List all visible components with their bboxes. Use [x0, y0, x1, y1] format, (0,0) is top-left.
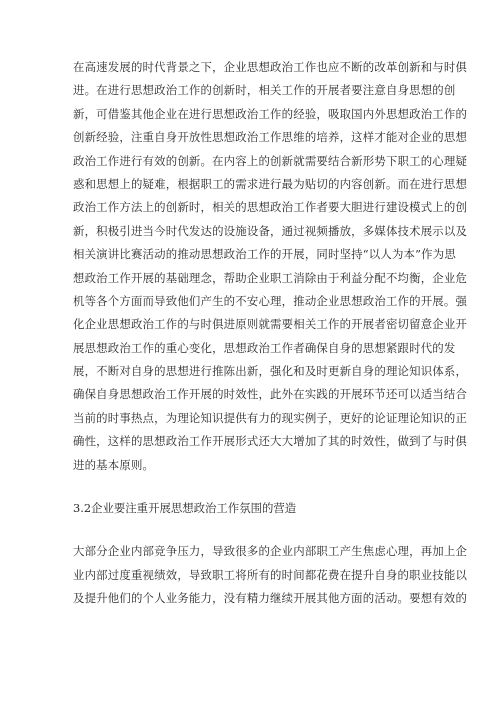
text-line: 政治工作方法上的创新时，相关的思想政治工作者要大胆进行建设模式上的创: [73, 200, 468, 215]
text-line: 机等各个方面而导致他们产生的不安心理，推动企业思想政治工作的开展。强: [73, 293, 468, 308]
text-line: 新，可借鉴其他企业在进行思想政治工作的经验，吸取国内外思想政治工作的: [73, 106, 468, 121]
paragraph-gap: [73, 520, 429, 540]
text-line: 进的基本原则。: [73, 457, 155, 472]
text-line: 相关演讲比赛活动的推动思想政治工作的开展，同时坚持“以人为本”作为思: [73, 247, 456, 262]
text-line: 确保自身思想政治工作开展的时效性，此外在实践的开展环节还可以适当结合: [73, 387, 468, 402]
text-line: 化企业思想政治工作的与时俱进原则就需要相关工作的开展者密切留意企业开: [73, 317, 468, 332]
text-line: 当前的时事热点，为理论知识提供有力的现实例子，更好的论证理论知识的正: [73, 410, 468, 425]
text-line: 创新经验，注重自身开放性思想政治工作思维的培养，这样才能对企业的思想: [73, 130, 468, 145]
paragraph-gap: [73, 477, 429, 497]
text-line: 新，积极引进当今时代发达的设施设备，通过视频播放，多媒体技术展示以及: [73, 223, 468, 238]
paragraph-1: [73, 56, 468, 477]
paragraph-2: [73, 540, 468, 610]
text-line: 惑和思想上的疑难，根据职工的需求进行最为贴切的内容创新。而在进行思想: [73, 176, 468, 191]
section-heading: 3.2企业要注重开展思想政治工作氛围的营造: [73, 501, 297, 516]
text-line: 在高速发展的时代背景之下，企业思想政治工作也应不断的改革创新和与时俱: [73, 60, 468, 74]
text-line: 展思想政治工作的重心变化，思想政治工作者确保自身的思想紧跟时代的发: [73, 340, 456, 355]
text-line: 及提升他们的个人业务能力，没有精力继续开展其他方面的活动。要想有效的: [73, 591, 468, 606]
text-line: 想政治工作开展的基础理念，帮助企业职工消除由于利益分配不均衡，企业危: [73, 270, 468, 285]
text-line: 政治工作进行有效的创新。在内容上的创新就需要结合新形势下职工的心理疑: [73, 153, 468, 168]
text-line: 业内部过度重视绩效，导致职工将所有的时间都花费在提升自身的职业技能以: [73, 567, 468, 582]
text-line: 大部分企业内部竞争压力，导致很多的企业内部职工产生焦虑心理，再加上企: [73, 544, 468, 559]
text-line: 确性，这样的思想政治工作开展形式还大大增加了其的时效性，做到了与时俱: [73, 434, 468, 449]
text-line: 展，不断对自身的思想进行推陈出新，强化和及时更新自身的理论知识体系，: [73, 364, 468, 379]
document-page: [73, 56, 468, 611]
text-line: 进。在进行思想政治工作的创新时，相关工作的开展者要注意自身思想的创: [73, 83, 456, 98]
